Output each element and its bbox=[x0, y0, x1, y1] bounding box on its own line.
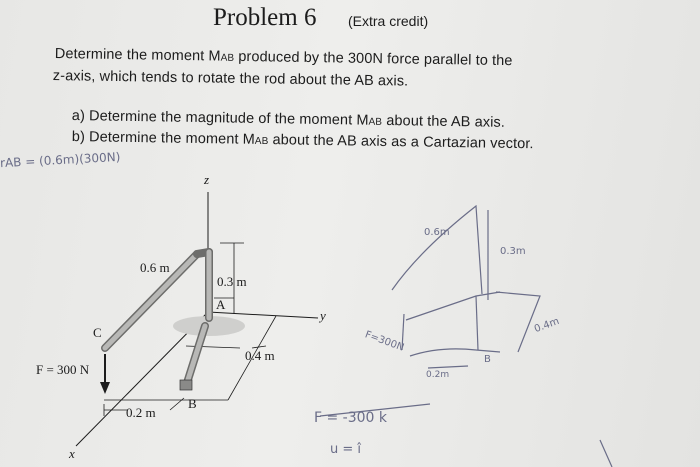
sketch-line bbox=[600, 440, 612, 467]
sketch-line bbox=[392, 206, 482, 294]
point-b-label: B bbox=[188, 396, 197, 411]
problem-title: Problem 6 bbox=[213, 4, 317, 31]
sketch-line bbox=[428, 366, 468, 368]
sketch-line bbox=[410, 349, 476, 356]
dimension-03: 0.3 m bbox=[217, 274, 247, 289]
sketch-label-b: B bbox=[484, 354, 491, 365]
bearing-b bbox=[180, 380, 192, 390]
sketch-label-03: 0.3m bbox=[500, 246, 526, 257]
sketch-label-04: 0.4m bbox=[532, 315, 561, 336]
x-axis-label: x bbox=[69, 446, 75, 461]
margin-note: rAB = (0.6m)(300N) bbox=[0, 149, 121, 171]
sketch-line bbox=[496, 292, 540, 352]
point-a-label: A bbox=[216, 297, 226, 312]
force-arrowhead bbox=[100, 382, 110, 394]
dimension-06: 0.6 m bbox=[140, 260, 170, 275]
part-a: a) Determine the magnitude of the moment MAB about the AB axis. bbox=[71, 108, 506, 131]
y-axis-label: y bbox=[320, 308, 326, 323]
part-b: b) Determine the moment MAB about the AB axis as a Cartazian vector. bbox=[71, 129, 534, 153]
sketch-label-06: 0.6m bbox=[424, 227, 450, 238]
force-label: F = 300 N bbox=[36, 362, 90, 377]
unit-vector-note: u = î bbox=[330, 442, 362, 457]
force-vector-note: F = -300 k bbox=[314, 410, 388, 426]
sketch-line bbox=[476, 296, 478, 350]
sketch-label-02: 0.2m bbox=[426, 370, 450, 380]
point-c-label: C bbox=[93, 325, 102, 340]
z-axis-label: z bbox=[204, 172, 210, 187]
statement-line-2: z-axis, which tends to rotate the rod about the AB axis. bbox=[52, 68, 409, 90]
dimension-04: 0.4 m bbox=[245, 348, 275, 363]
sketch-line bbox=[406, 292, 500, 320]
problem-subtitle: (Extra credit) bbox=[348, 13, 429, 29]
sketch-line bbox=[476, 350, 500, 352]
dimension-02: 0.2 m bbox=[126, 405, 156, 420]
sketch-label-force: F=300N bbox=[363, 329, 406, 354]
statement-line-1: Determine the moment MAB produced by the 300N force parallel to the bbox=[54, 46, 513, 70]
